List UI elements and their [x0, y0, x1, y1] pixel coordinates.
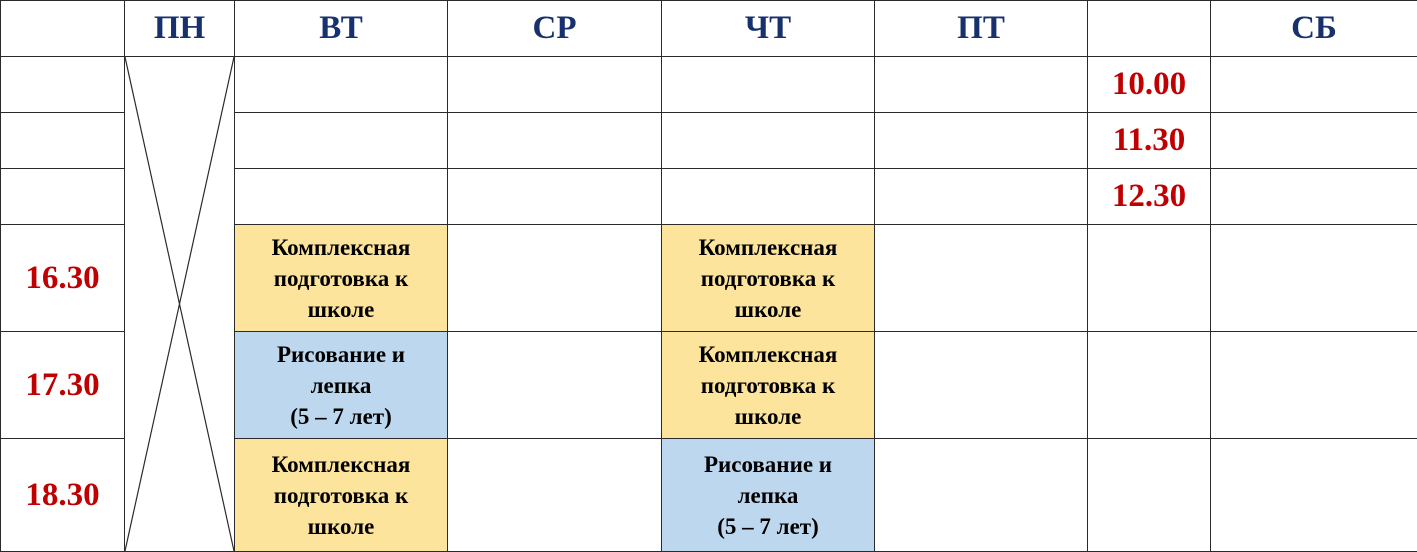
day-header-tue: ВТ: [235, 1, 448, 57]
empty-cell: [235, 113, 448, 169]
empty-cell: [662, 113, 875, 169]
day-header-wed: СР: [448, 1, 662, 57]
empty-cell: [875, 225, 1088, 332]
empty-cell: [1088, 225, 1211, 332]
saturday-time-label: 12.30: [1088, 169, 1211, 225]
weekday-time-label: 18.30: [1, 439, 125, 552]
empty-cell: [235, 57, 448, 113]
day-header-mon: ПН: [125, 1, 235, 57]
empty-cell: [448, 225, 662, 332]
class-cell-thu-1830: [662, 439, 875, 552]
empty-cell: [1088, 332, 1211, 439]
class-text: подготовка к: [273, 482, 409, 508]
empty-cell: [662, 169, 875, 225]
class-cell-tue-1630: [235, 225, 448, 332]
class-text: Комплексная: [271, 451, 411, 477]
class-cell-tue-1730: [235, 332, 448, 439]
empty-cell: [1211, 439, 1417, 552]
class-cell-tue-1830: [235, 439, 448, 552]
class-text: лепка: [310, 372, 372, 398]
empty-cell: [1088, 439, 1211, 552]
weekday-time-label: 17.30: [1, 332, 125, 439]
table-row: [1, 57, 1417, 113]
day-header-blank: [1088, 1, 1211, 57]
empty-cell: [448, 169, 662, 225]
day-header-sat: СБ: [1211, 1, 1417, 57]
corner-cell: [1, 1, 125, 57]
class-text: (5 – 7 лет): [290, 403, 392, 429]
class-text: школе: [307, 513, 375, 539]
class-text: Рисование и: [703, 451, 833, 477]
header-row: [1, 1, 1417, 57]
empty-cell: [1211, 225, 1417, 332]
class-text: школе: [734, 403, 802, 429]
cross-out-lines: [125, 57, 234, 551]
class-text: подготовка к: [273, 265, 409, 291]
class-text: подготовка к: [700, 372, 836, 398]
empty-cell: [1211, 57, 1417, 113]
class-cell-thu-1730: [662, 332, 875, 439]
empty-cell: [875, 57, 1088, 113]
day-header-fri: ПТ: [875, 1, 1088, 57]
class-text: Комплексная: [698, 234, 838, 260]
weekday-time-label: 16.30: [1, 225, 125, 332]
empty-cell: [875, 169, 1088, 225]
class-text: школе: [307, 296, 375, 322]
empty-cell: [448, 57, 662, 113]
saturday-time-label: 11.30: [1088, 113, 1211, 169]
class-text: школе: [734, 296, 802, 322]
class-text: Комплексная: [271, 234, 411, 260]
empty-cell: [875, 332, 1088, 439]
day-header-thu: ЧТ: [662, 1, 875, 57]
class-text: Рисование и: [276, 341, 406, 367]
empty-cell: [448, 439, 662, 552]
class-text: (5 – 7 лет): [717, 513, 819, 539]
class-text: Комплексная: [698, 341, 838, 367]
monday-crossed-out-cell: [125, 57, 235, 552]
empty-cell: [448, 332, 662, 439]
empty-cell: [662, 57, 875, 113]
empty-cell: [1, 57, 125, 113]
empty-cell: [448, 113, 662, 169]
empty-cell: [875, 439, 1088, 552]
empty-cell: [1211, 113, 1417, 169]
class-text: лепка: [737, 482, 799, 508]
empty-cell: [1211, 332, 1417, 439]
class-cell-thu-1630: [662, 225, 875, 332]
empty-cell: [235, 169, 448, 225]
saturday-time-label: 10.00: [1088, 57, 1211, 113]
empty-cell: [875, 113, 1088, 169]
class-text: подготовка к: [700, 265, 836, 291]
empty-cell: [1, 113, 125, 169]
empty-cell: [1211, 169, 1417, 225]
empty-cell: [1, 169, 125, 225]
